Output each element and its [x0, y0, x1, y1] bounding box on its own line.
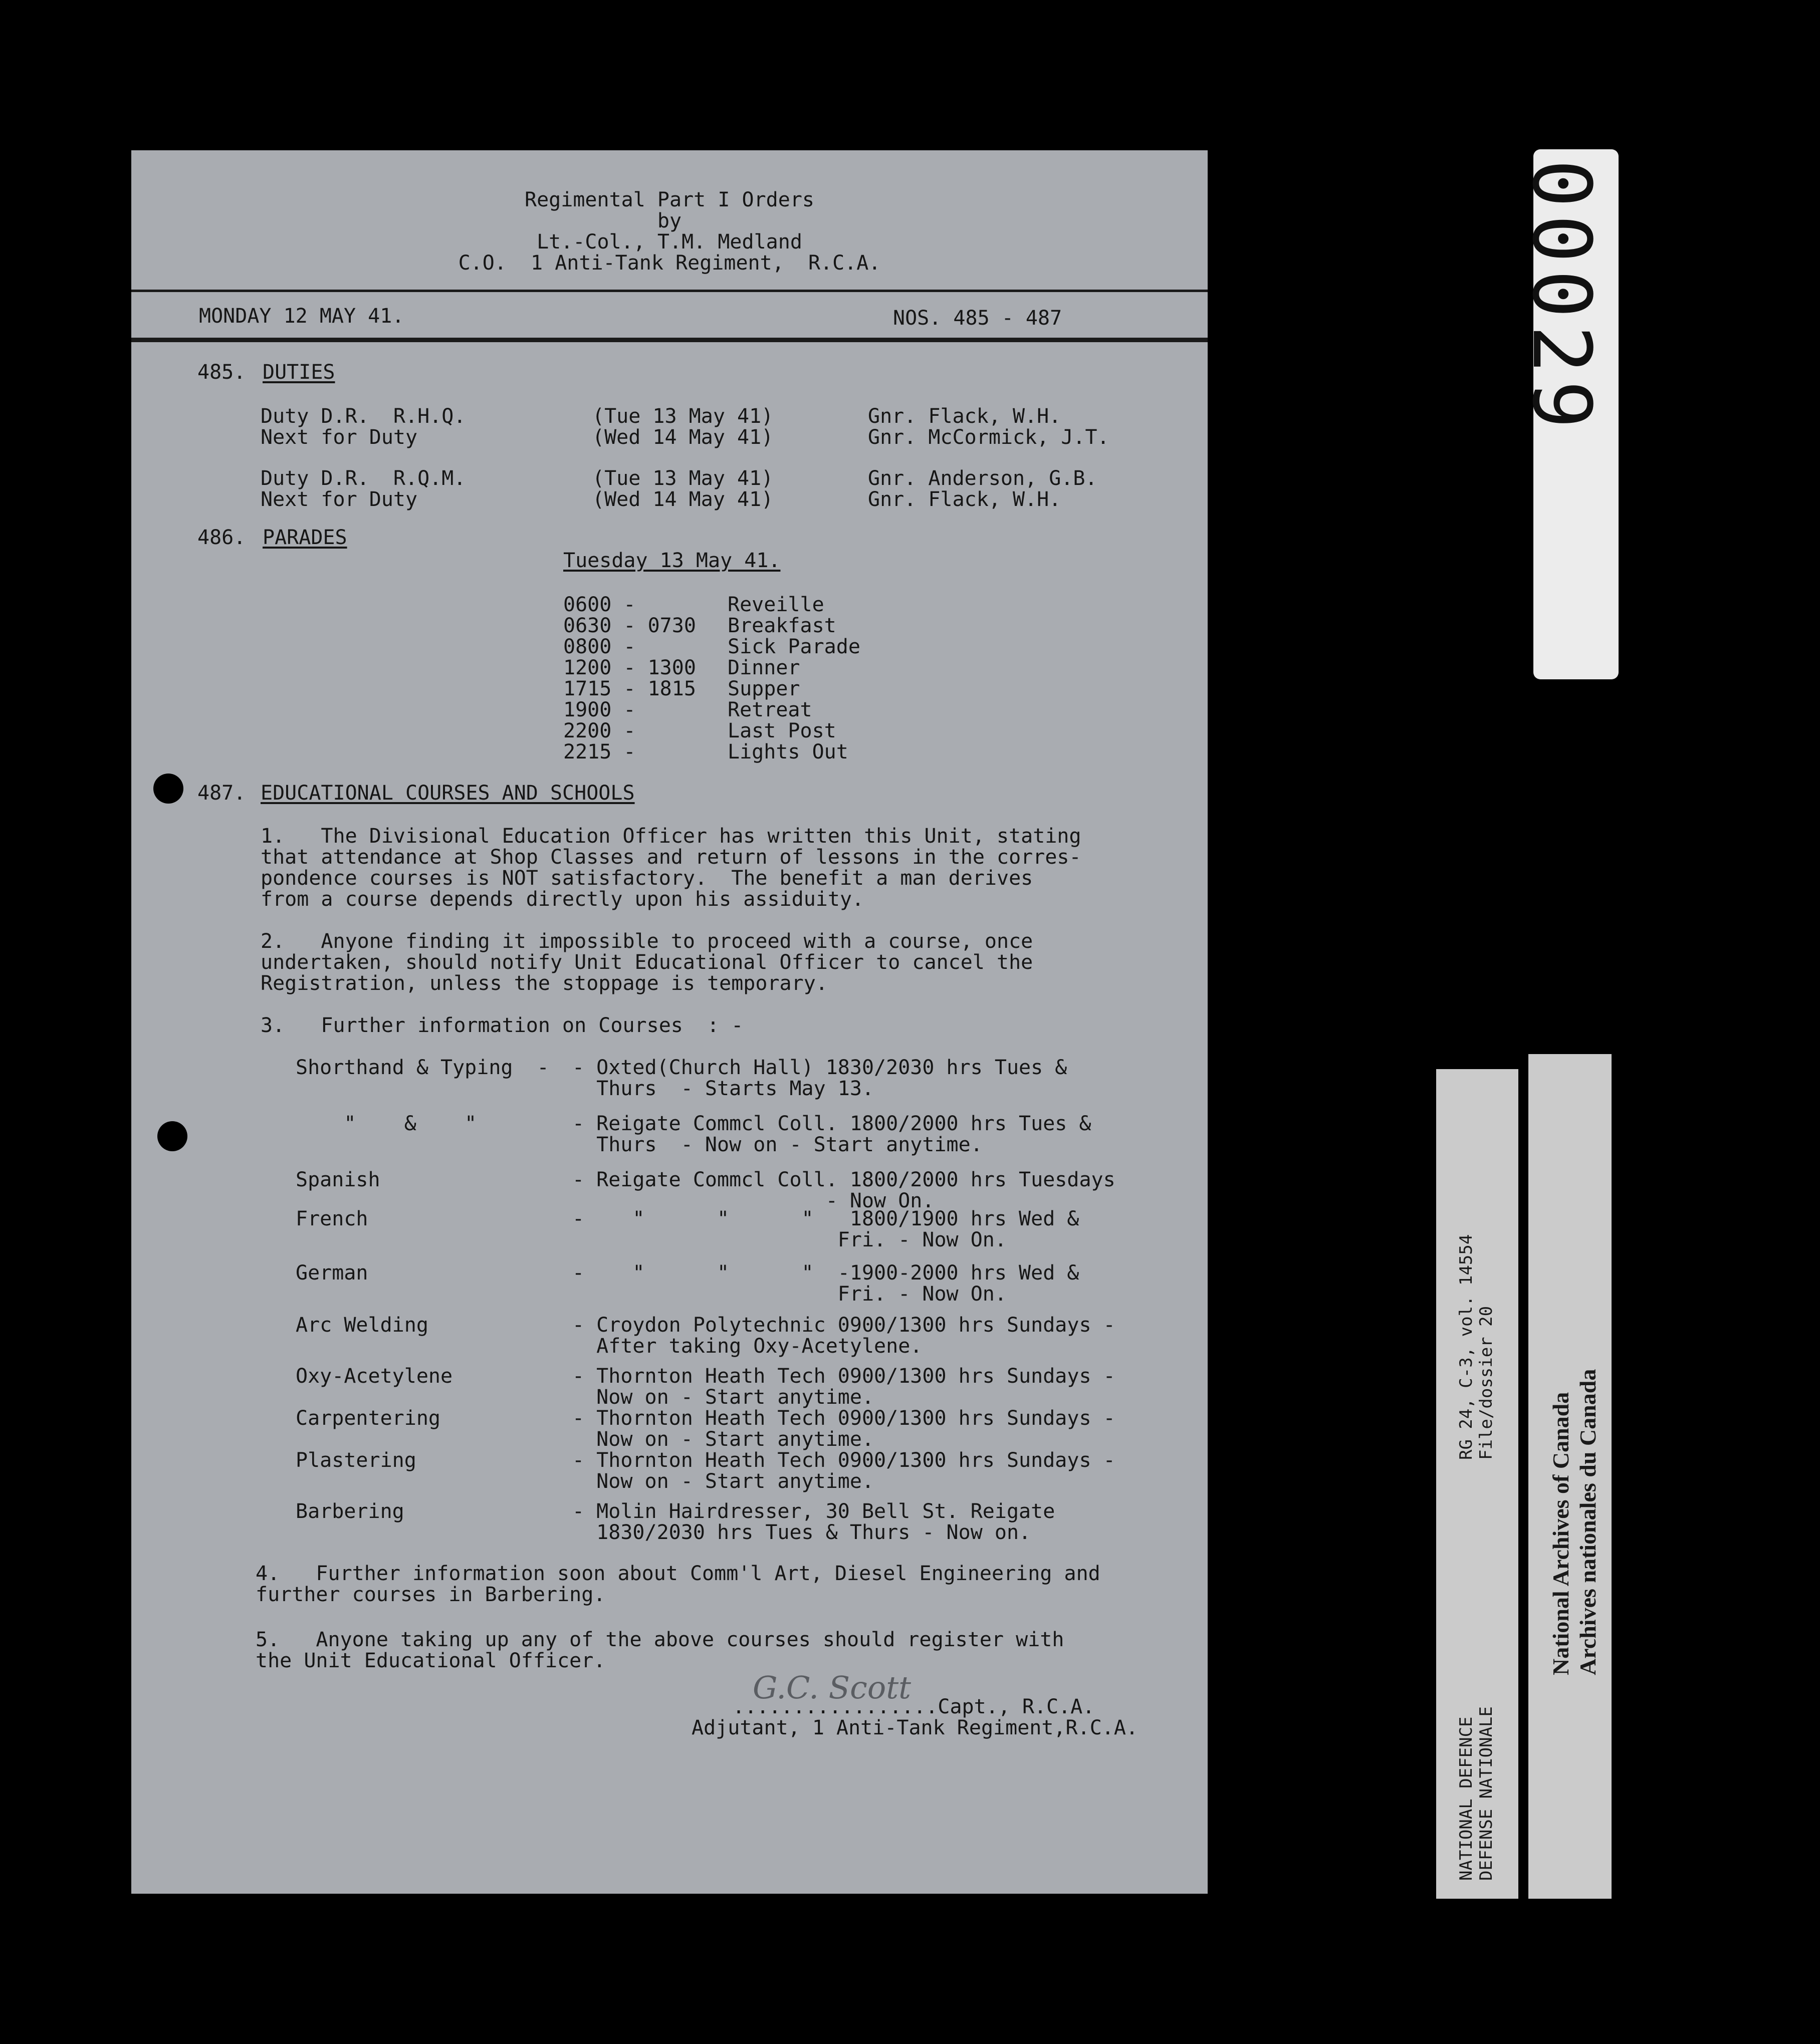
archive-institution-strip [1528, 1054, 1612, 1899]
schedule-time: 1715 - 1815 [563, 677, 696, 700]
course-detail: - Croydon Polytechnic 0900/1300 hrs Sundays - [572, 1314, 1115, 1337]
duty-date: (Tue 13 May 41) [592, 405, 774, 428]
paragraph-1-line: pondence courses is NOT satisfactory. The benefit a man derives [261, 867, 1033, 890]
course-detail: Now on - Start anytime. [572, 1428, 874, 1451]
signature-rank: .................Capt., R.C.A. [733, 1695, 1095, 1718]
section-487-title: EDUCATIONAL COURSES AND SCHOOLS [261, 782, 635, 805]
course-detail: Fri. - Now On. [572, 1283, 1007, 1306]
schedule-event: Breakfast [728, 614, 836, 637]
paragraph-1-line: 1. The Divisional Education Officer has written this Unit, stating [261, 825, 1081, 848]
paragraph-2-line: Registration, unless the stoppage is temporary. [261, 972, 828, 995]
course-name: Spanish [296, 1168, 380, 1191]
course-name: " & " [296, 1112, 477, 1135]
schedule-time: 1900 - [563, 698, 636, 721]
course-detail: - " " " 1800/1900 hrs Wed & [572, 1207, 1079, 1230]
institution-fr: Archives nationales du Canada [1575, 1369, 1601, 1675]
record-group-label [1456, 1234, 1496, 1460]
course-detail: - Reigate Commcl Coll. 1800/2000 hrs Tuesdays [572, 1168, 1115, 1191]
paragraph-3-intro: 3. Further information on Courses : - [261, 1014, 744, 1037]
signature-appointment: Adjutant, 1 Anti-Tank Regiment,R.C.A. [692, 1716, 1139, 1739]
schedule-time: 2215 - [563, 740, 636, 763]
paragraph-4-line: further courses in Barbering. [256, 1583, 606, 1606]
paragraph-2-line: 2. Anyone finding it impossible to proceed with a course, once [261, 930, 1033, 953]
course-detail: 1830/2030 hrs Tues & Thurs - Now on. [572, 1521, 1031, 1544]
institution-label [1547, 1369, 1602, 1675]
duty-name: Gnr. Flack, W.H. [868, 405, 1061, 428]
schedule-time: 0800 - [563, 635, 636, 658]
institution-en: National Archives of Canada [1548, 1392, 1573, 1675]
course-detail: Now on - Start anytime. [572, 1470, 874, 1493]
duty-role: Next for Duty [261, 488, 418, 511]
course-name: French [296, 1207, 368, 1230]
duty-role: Duty D.R. R.H.Q. [261, 405, 466, 428]
schedule-event: Sick Parade [728, 635, 860, 658]
archive-reference-strip [1436, 1069, 1518, 1899]
schedule-event: Reveille [728, 593, 824, 616]
course-name: Shorthand & Typing - [296, 1056, 549, 1079]
duty-date: (Wed 14 May 41) [592, 488, 774, 511]
section-485-number: 485. [197, 361, 246, 384]
file-dossier: File/dossier 20 [1476, 1306, 1496, 1460]
paragraph-2-line: undertaken, should notify Unit Educational Officer to cancel the [261, 951, 1033, 974]
schedule-time: 0600 - [563, 593, 636, 616]
header-commander: Lt.-Col., T.M. Medland [537, 230, 802, 253]
course-detail: - " " " -1900-2000 hrs Wed & [572, 1261, 1079, 1285]
duty-date: (Wed 14 May 41) [592, 426, 774, 449]
punch-hole [157, 1121, 187, 1151]
duty-date: (Tue 13 May 41) [592, 467, 774, 490]
course-name: German [296, 1261, 368, 1285]
schedule-event: Supper [728, 677, 800, 700]
duty-role: Duty D.R. R.Q.M. [261, 467, 466, 490]
course-detail: - Thornton Heath Tech 0900/1300 hrs Sundays - [572, 1407, 1115, 1430]
parade-day: Tuesday 13 May 41. [563, 549, 781, 572]
course-name: Oxy-Acetylene [296, 1365, 453, 1388]
course-detail: After taking Oxy-Acetylene. [572, 1335, 923, 1358]
frame-number: 00029 [1515, 159, 1609, 436]
course-detail: Thurs - Now on - Start anytime. [572, 1133, 983, 1156]
paragraph-4-line: 4. Further information soon about Comm'l Art, Diesel Engineering and [256, 1562, 1100, 1585]
course-name: Barbering [296, 1500, 404, 1523]
department-fr: DEFENSE NATIONALE [1476, 1706, 1496, 1881]
department-en: NATIONAL DEFENCE [1456, 1716, 1476, 1881]
header-unit: C.O. 1 Anti-Tank Regiment, R.C.A. [458, 251, 881, 275]
course-name: Plastering [296, 1449, 416, 1472]
course-name: Arc Welding [296, 1314, 428, 1337]
schedule-event: Lights Out [728, 740, 848, 763]
course-detail: Fri. - Now On. [572, 1228, 1007, 1251]
section-486-number: 486. [197, 526, 246, 549]
header-by: by [657, 209, 682, 232]
document-page [131, 150, 1208, 1894]
course-detail: Now on - Start anytime. [572, 1386, 874, 1409]
duty-name: Gnr. Anderson, G.B. [868, 467, 1097, 490]
course-detail: Thurs - Starts May 13. [572, 1077, 874, 1100]
order-numbers: NOS. 485 - 487 [893, 307, 1062, 330]
section-487-number: 487. [197, 782, 246, 805]
schedule-time: 2200 - [563, 719, 636, 742]
course-detail: - Thornton Heath Tech 0900/1300 hrs Sundays - [572, 1365, 1115, 1388]
schedule-time: 0630 - 0730 [563, 614, 696, 637]
course-detail: - Now On. [572, 1189, 935, 1212]
section-485-title: DUTIES [263, 361, 335, 384]
handwritten-signature: G.C. Scott [753, 1669, 912, 1706]
record-group: RG 24, C-3, vol. 14554 [1456, 1234, 1476, 1460]
course-detail: - Molin Hairdresser, 30 Bell St. Reigate [572, 1500, 1055, 1523]
frame-number-label [1515, 149, 1619, 679]
schedule-event: Dinner [728, 656, 800, 679]
duty-name: Gnr. McCormick, J.T. [868, 426, 1109, 449]
paragraph-5-line: 5. Anyone taking up any of the above courses should register with [256, 1628, 1064, 1651]
schedule-event: Retreat [728, 698, 812, 721]
punch-hole [153, 774, 183, 804]
schedule-event: Last Post [728, 719, 836, 742]
duty-name: Gnr. Flack, W.H. [868, 488, 1061, 511]
department-label [1456, 1706, 1496, 1881]
paragraph-1-line: that attendance at Shop Classes and return of lessons in the corres- [261, 846, 1081, 869]
paragraph-1-line: from a course depends directly upon his assiduity. [261, 888, 864, 911]
course-detail: - Oxted(Church Hall) 1830/2030 hrs Tues & [572, 1056, 1067, 1079]
section-486-title: PARADES [263, 526, 347, 549]
paragraph-5-line: the Unit Educational Officer. [256, 1649, 606, 1672]
order-date: MONDAY 12 MAY 41. [199, 305, 404, 328]
course-detail: - Thornton Heath Tech 0900/1300 hrs Sundays - [572, 1449, 1115, 1472]
course-detail: - Reigate Commcl Coll. 1800/2000 hrs Tues & [572, 1112, 1091, 1135]
duty-role: Next for Duty [261, 426, 418, 449]
schedule-time: 1200 - 1300 [563, 656, 696, 679]
divider-top [131, 290, 1208, 292]
header-title: Regimental Part I Orders [525, 188, 814, 211]
course-name: Carpentering [296, 1407, 440, 1430]
divider-double [131, 338, 1208, 342]
